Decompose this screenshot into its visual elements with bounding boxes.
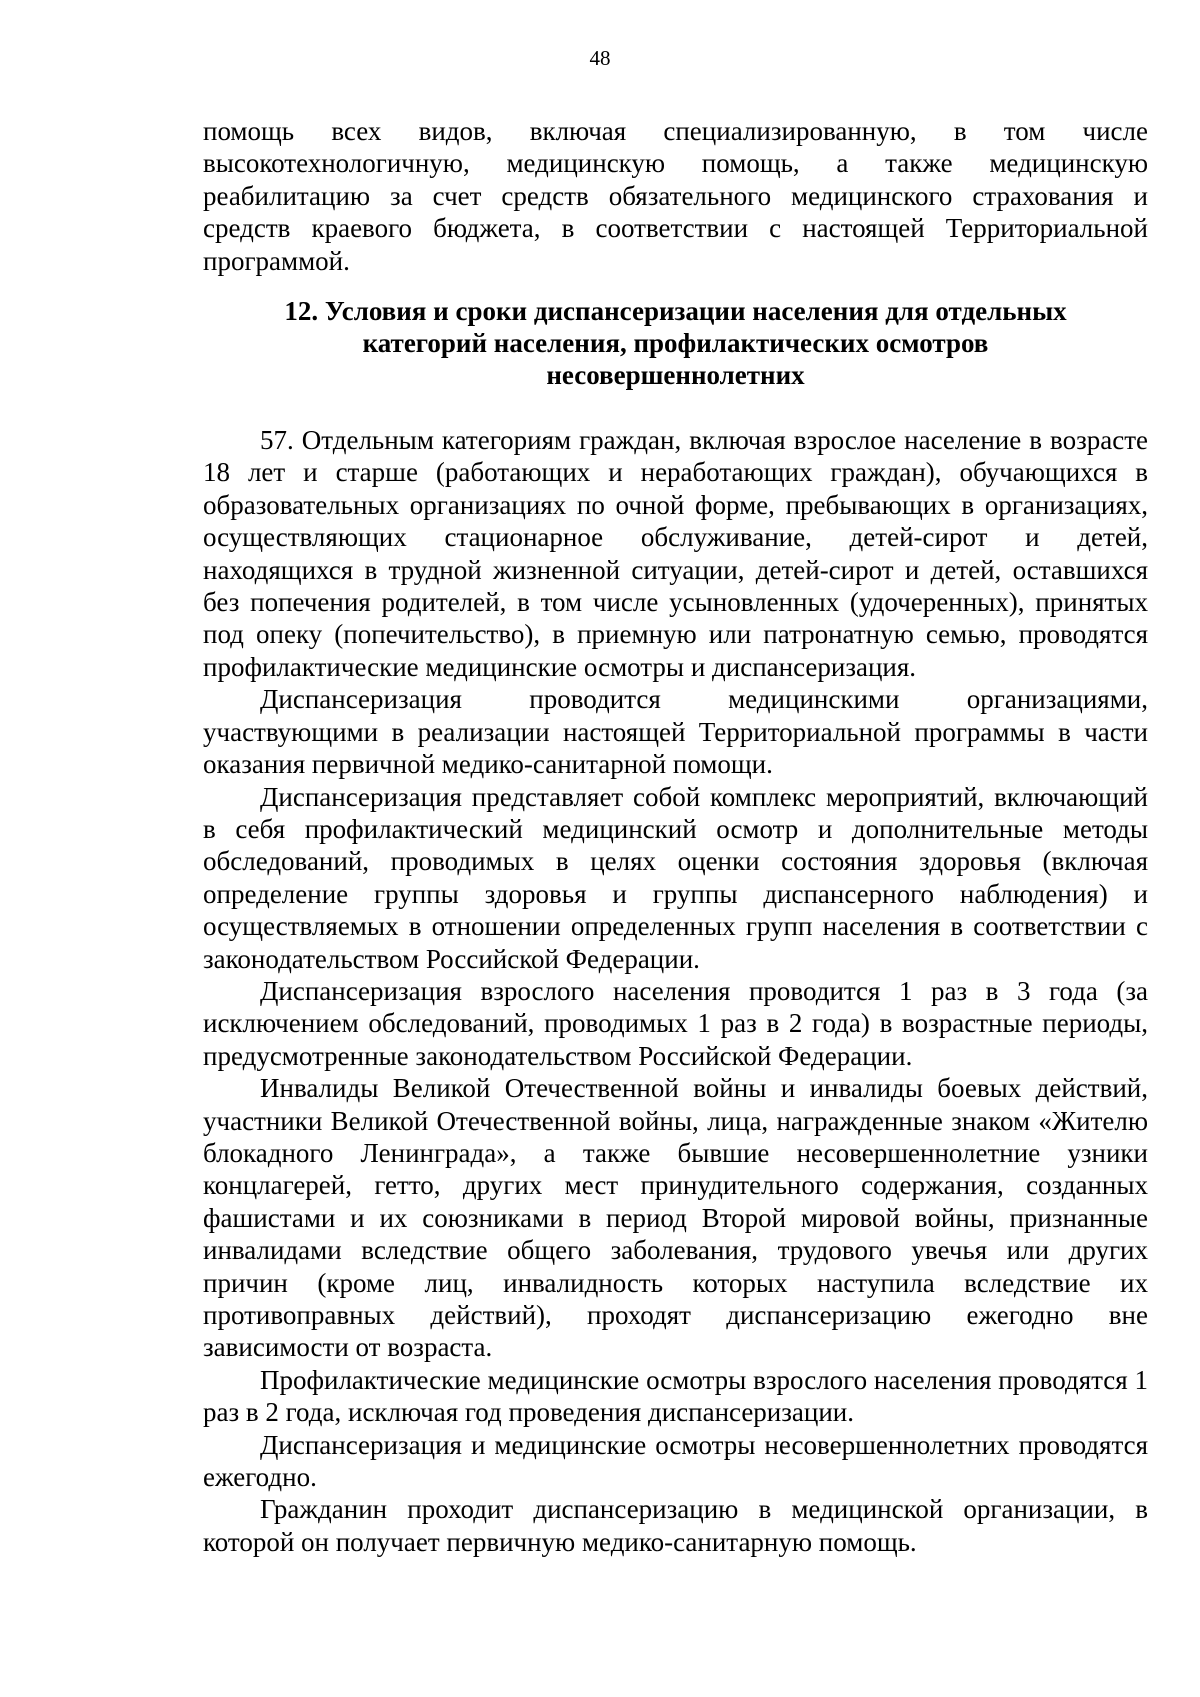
paragraph-definition: Диспансеризация представляет собой комплекс мероприятий, включающий в себя профилактический медицинский осмотр и дополнительные методы обследований, проводимых в целях оценки состояния здоровья (включая определение группы здоровья и группы диспансерного наблюдения) и осуществляемых в отношении определенных групп населения в соответствии с законодательством Российской Федерации. [203,781,1148,974]
paragraph-adult-frequency: Диспансеризация взрослого населения проводится 1 раз в 3 года (за исключением обследований, проводимых 1 раз в 2 года) в возрастные периоды, предусмотренные законодательством Российской Федерации. [203,975,1148,1071]
paragraph-veterans: Инвалиды Великой Отечественной войны и инвалиды боевых действий, участники Великой Отечественной войны, лица, награжденные знаком «Жителю блокадного Ленинграда», а также бывшие несовершеннолетние узники концлагерей, гетто, других мест принудительного содержания, созданных фашистами и их союзниками в период Второй мировой войны, признанные инвалидами вследствие общего заболевания, трудового увечья или других причин (кроме лиц, инвалидность которых наступила вследствие их противоправных действий), проходят диспансеризацию ежегодно вне зависимости от возраста. [203,1073,1148,1363]
paragraph-preventive-exams: Профилактические медицинские осмотры взрослого населения проводятся 1 раз в 2 года, исключая год проведения диспансеризации. [203,1364,1148,1428]
section-heading-line-1: 12. Условия и сроки диспансеризации населения для отдельных [284,296,1067,327]
section-heading [233,295,1118,391]
section-heading-line-2: категорий населения, профилактических осмотров [362,328,989,359]
intro-paragraph: помощь всех видов, включая специализированную, в том числе высокотехнологичную, медицинскую помощь, а также медицинскую реабилитацию за счет средств обязательного медицинского страхования и средств краевого бюджета, в соответствии с настоящей Территориальной программой. [203,116,1148,276]
paragraph-minors: Диспансеризация и медицинские осмотры несовершеннолетних проводятся ежегодно. [203,1429,1148,1493]
section-heading-line-3: несовершеннолетних [546,360,805,391]
page-number: 48 [589,46,611,70]
paragraph-57: 57. Отдельным категориям граждан, включая взрослое население в возрасте 18 лет и старше (работающих и неработающих граждан), обучающихся в образовательных организациях по очной форме, пребывающих в организациях, осуществляющих стационарное обслуживание, детей-сирот и детей, находящихся в трудной жизненной ситуации, детей-сирот и детей, оставшихся без попечения родителей, в том числе усыновленных (удочеренных), принятых под опеку (попечительство), в приемную или патронатную семью, проводятся профилактические медицинские осмотры и диспансеризация. [203,425,1148,682]
paragraph-place-of-exam: Гражданин проходит диспансеризацию в медицинской организации, в которой он получает первичную медико-санитарную помощь. [203,1494,1148,1557]
paragraph-conducting-organizations: Диспансеризация проводится медицинскими организациями, участвующими в реализации настоящей Территориальной программы в части оказания первичной медико-санитарной помощи. [203,684,1148,780]
page-content [203,115,1148,1558]
